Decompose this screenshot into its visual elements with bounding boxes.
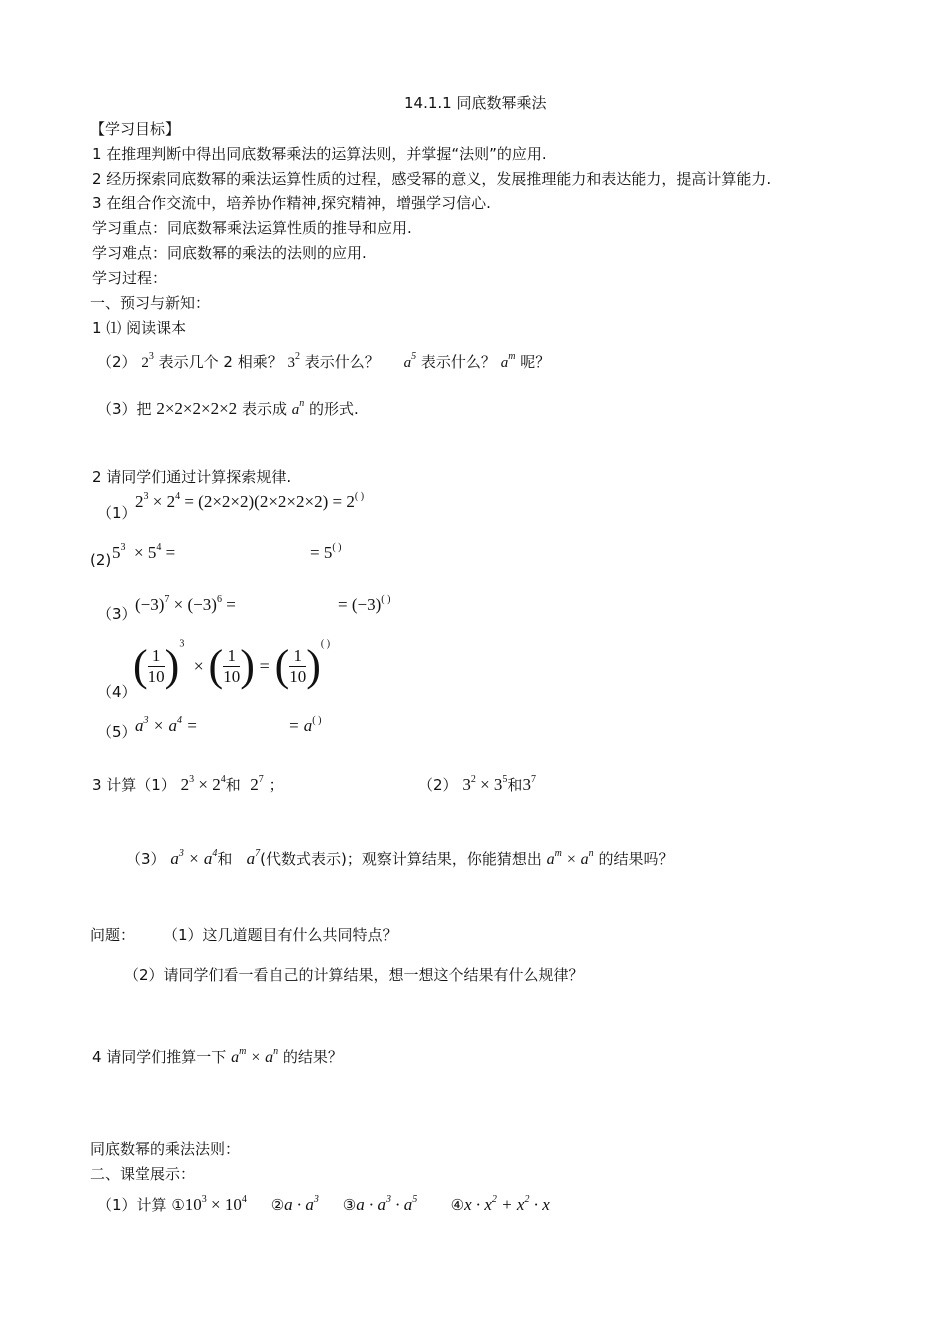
q1-c [97, 399, 359, 420]
circle-4: ④ [450, 1196, 465, 1214]
p3-label: （3） [97, 605, 137, 623]
q1-c-expr: 2×2×2×2×2 [156, 399, 238, 418]
p3-right: = (−3)( ) [338, 594, 391, 614]
goal-3: 3 在组合作交流中，培养协作精神,探究精神，增强学习信心. [92, 194, 491, 212]
q1-c-text1: 表示成 [241, 400, 287, 418]
questions-label: 问题： [90, 926, 136, 944]
math-an: $a^n$ [291, 398, 305, 418]
key-point: 学习重点：同底数幂乘法运算性质的推导和应用. [92, 219, 412, 237]
p5-label: （5） [97, 723, 137, 741]
q1-b-prefix: （2） [97, 353, 137, 371]
q1-a: 1 ⑴ 阅读课本 [92, 319, 187, 337]
exercise-1: （1）计算 $①10^3 \times 10^4$ ②a · $a^3$ ③a · $a^3 \cdot a^5$ ④x · $x^2 + x^2 \cdot x$ [97, 1194, 550, 1214]
goal-2: 2 经历探索同底数幂的乘法运算性质的过程，感受幂的意义，发展推理能力和表达能力，提高计算能力. [92, 170, 772, 188]
circle-1: ① [171, 1196, 185, 1214]
q1-c-text2: 的形式. [309, 400, 359, 418]
process-label: 学习过程： [92, 269, 168, 287]
p2-left: $5^3 \times 5^4$ = [112, 542, 176, 562]
p4-label: （4） [97, 683, 137, 701]
p3-left: $(-3)^7 \times (-3)^6$ = [135, 594, 236, 614]
q2: 2 请同学们通过计算探索规律. [92, 468, 292, 486]
math-3-squared: $3^2$ [287, 351, 300, 371]
question-1: （1）这几道题目有什么共同特点？ [163, 926, 398, 944]
q3-prefix: 3 计算（1） [92, 776, 176, 794]
p5-left: $a^3 \times a^4$ = [135, 715, 198, 735]
math-am: $a^m$ [500, 351, 516, 371]
q1-b-text1: 表示几个 2 相乘？ [158, 353, 283, 371]
section1-heading: 一、预习与新知： [90, 294, 211, 312]
q4: 4 请同学们推算一下 $a^m \times a^n$ 的结果？ [92, 1046, 343, 1066]
q3-line1b: （2） $3^2 \times 3^5$和$3^7$ [418, 774, 536, 794]
p5-right: = a( ) [288, 715, 322, 735]
question-2: （2）请同学们看一看自己的计算结果，想一想这个结果有什么规律？ [124, 966, 584, 984]
circle-3: ③ [342, 1196, 357, 1214]
goals-heading: 【学习目标】 [90, 120, 181, 138]
p2-label: (2) [90, 551, 112, 569]
p2-right: = 5( ) [310, 542, 342, 562]
q3-line2: （3） $a^3 \times a^4$和 $a^7$(代数式表示)；观察计算结果，你能猜想出 $a^m \times a^n$ 的结果吗？ [126, 848, 674, 868]
math-a5: $a^5$ [403, 351, 417, 371]
q1-b-text3: 表示什么？ [420, 353, 496, 371]
q1-b-text4: 呢？ [520, 353, 551, 371]
q1-b [97, 352, 550, 373]
section2-heading: 二、课堂展示： [90, 1165, 196, 1183]
p1-expr: $2^3 \times 2^4 = (2\times 2\times 2)(2\times 2\times 2\times 2) = 2^{( )}$ [135, 491, 365, 511]
goal-1: 1 在推理判断中得出同底数幂乘法的运算法则，并掌握“法则”的应用. [92, 145, 547, 163]
page-title: 14.1.1 同底数幂乘法 [404, 94, 547, 112]
rule-label: 同底数幂的乘法法则： [90, 1140, 241, 1158]
difficulty: 学习难点：同底数幂的乘法的法则的应用. [92, 244, 367, 262]
math-2-cubed: $2^3$ [141, 351, 154, 371]
q1-c-prefix: （3）把 [97, 400, 152, 418]
q3-line1: 3 计算（1） $2^3 \times 2^4$和 $2^7$ ； [92, 774, 284, 794]
q1-b-text2: 表示什么？ [304, 353, 380, 371]
circle-2: ② [270, 1196, 285, 1214]
p4-expr: ( $\frac{1}{10}$ )$^3$ × ( $\frac{1}{10}$ ) = ( $\frac{1}{10}$ )( ) [133, 638, 331, 690]
p1-label: （1） [97, 504, 137, 522]
